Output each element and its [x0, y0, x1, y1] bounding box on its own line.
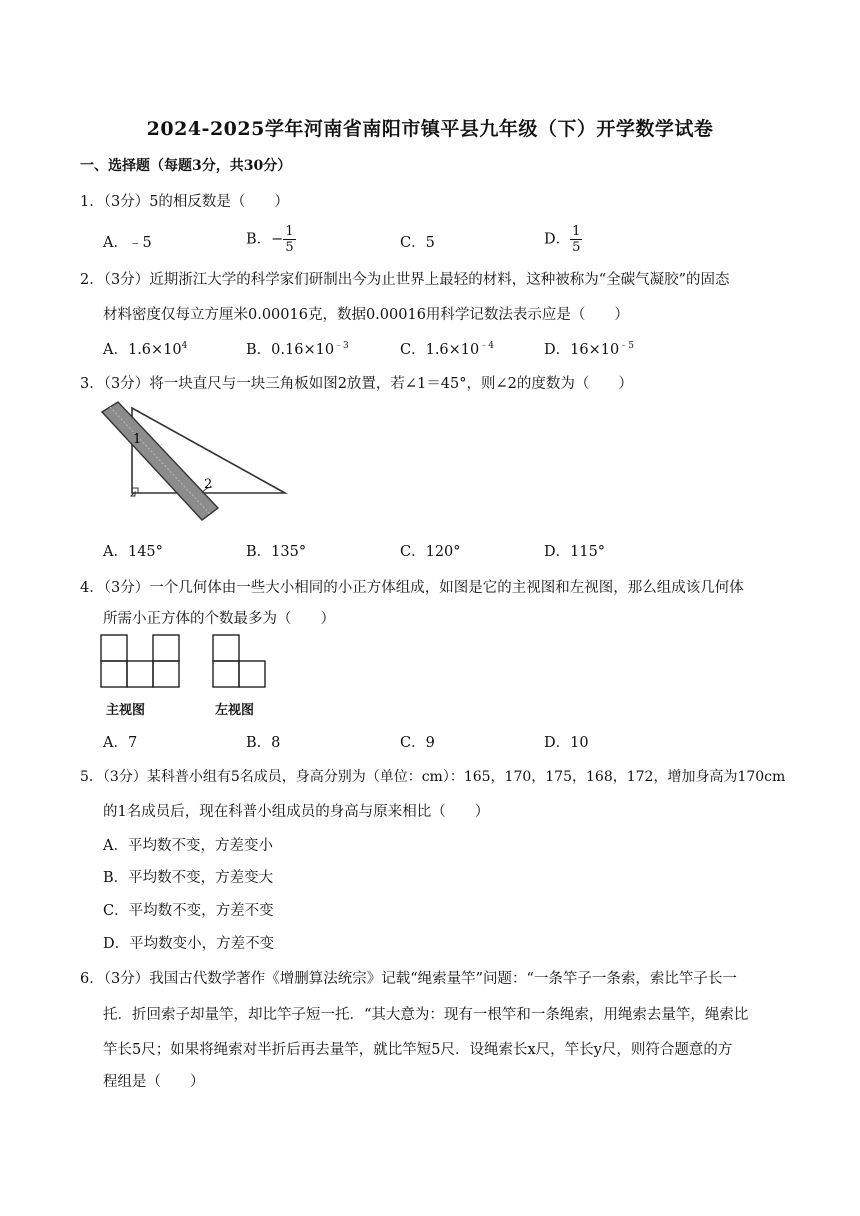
q5-option-d: D．平均数变小，方差不变 [103, 936, 275, 952]
q2-a-base: A．1.6×10 [103, 342, 182, 358]
front-view-cell [127, 661, 153, 687]
q1-option-c: C．5 [400, 235, 435, 251]
question-2-line-1: 2．（3分）近期浙江大学的科学家们研制出今为止世界上最轻的材料，这种被称为“全碳气凝胶”的固态 [80, 272, 730, 288]
q1-option-b [246, 224, 296, 255]
question-2-line-2: 材料密度仅每立方厘米0.00016克，数据0.00016用科学记数法表示应是（ ） [103, 307, 629, 323]
q1-b-denominator: 5 [285, 240, 294, 255]
left-view-figure [212, 634, 268, 690]
q2-d-base: D．16×10 [544, 342, 620, 358]
q1-option-b-prefix: B．− [246, 231, 284, 248]
q4-option-b: B．8 [246, 735, 281, 751]
q2-option-b [246, 338, 349, 359]
question-6-line-4: 程组是（ ） [103, 1074, 205, 1090]
front-view-caption: 主视图 [106, 703, 146, 718]
q2-option-c [400, 338, 494, 359]
angle-2-label: 2 [204, 477, 213, 492]
angle-1-label: 1 [133, 432, 142, 447]
q5-option-b: B．平均数不变，方差变大 [103, 870, 274, 886]
question-4-line-1: 4．（3分）一个几何体由一些大小相同的小正方体组成，如图是它的主视图和左视图，那么组成该几何体 [80, 580, 744, 596]
q2-c-exponent: ﹣4 [479, 341, 494, 352]
q4-option-a: A．7 [103, 735, 138, 751]
q2-d-exponent: ﹣5 [619, 341, 634, 352]
question-5-line-1: 5．（3分）某科普小组有5名成员，身高分别为（单位：cm）：165，170，175，168，172，增加身高为170cm [80, 769, 786, 785]
question-3-stem: 3．（3分）将一块直尺与一块三角板如图2放置，若∠1＝45°，则∠2的度数为（ ） [80, 376, 633, 392]
q3-option-d: D．115° [544, 544, 606, 560]
q5-option-c: C．平均数不变，方差不变 [103, 903, 274, 919]
front-view-cell [101, 635, 127, 661]
q3-option-b: B．135° [246, 544, 307, 560]
q1-option-d-fraction [570, 224, 582, 255]
front-view-cell [153, 635, 179, 661]
q1-d-numerator: 1 [572, 224, 581, 239]
q1-option-d [544, 224, 582, 255]
q3-option-c: C．120° [400, 544, 461, 560]
left-view-cell [239, 661, 265, 687]
question-6-line-2: 托．折回索子却量竿，却比竿子短一托．“其大意为：现有一根竿和一条绳索，用绳索去量竿，绳索比 [103, 1007, 749, 1023]
question-4-line-2: 所需小正方体的个数最多为（ ） [103, 611, 335, 627]
q2-b-exponent: ﹣3 [334, 341, 349, 352]
q1-option-a: A．﹣5 [103, 235, 152, 251]
front-view-cell [101, 661, 127, 687]
q1-d-denominator: 5 [572, 240, 581, 255]
question-1-stem: 1．（3分）5的相反数是（ ） [80, 194, 289, 210]
question-6-line-1: 6．（3分）我国古代数学著作《增删算法统宗》记载“绳索量竿”问题：“一条竿子一条索，索比竿子长一 [80, 971, 737, 987]
question-6-line-3: 竿长5尺；如果将绳索对半折后再去量竿，就比竿短5尺．设绳索长x尺，竿长y尺，则符合题意的方 [103, 1042, 733, 1058]
front-view-figure [100, 634, 182, 690]
question-5-line-2: 的1名成员后，现在科普小组成员的身高与原来相比（ ） [103, 804, 490, 820]
q3-option-a: A．145° [103, 544, 163, 560]
q2-c-base: C．1.6×10 [400, 342, 480, 358]
left-view-caption: 左视图 [215, 703, 255, 718]
left-view-cell [213, 661, 239, 687]
q2-option-d [544, 338, 634, 359]
left-view-cell [213, 635, 239, 661]
q2-b-base: B．0.16×10 [246, 342, 335, 358]
page-title: 2024-2025学年河南省南阳市镇平县九年级（下）开学数学试卷 [146, 118, 714, 140]
q4-option-d: D．10 [544, 735, 589, 751]
q1-b-numerator: 1 [285, 224, 294, 239]
q2-a-exponent: 4 [181, 341, 188, 352]
ruler-triangle-figure [98, 400, 294, 524]
q1-option-b-fraction [283, 224, 295, 255]
section-heading: 一、选择题（每题3分，共30分） [80, 158, 292, 174]
q4-option-c: C．9 [400, 735, 435, 751]
q2-option-a [103, 338, 187, 359]
q5-option-a: A．平均数不变，方差变小 [103, 838, 273, 854]
q1-option-d-prefix: D． [544, 231, 571, 248]
front-view-cell [153, 661, 179, 687]
